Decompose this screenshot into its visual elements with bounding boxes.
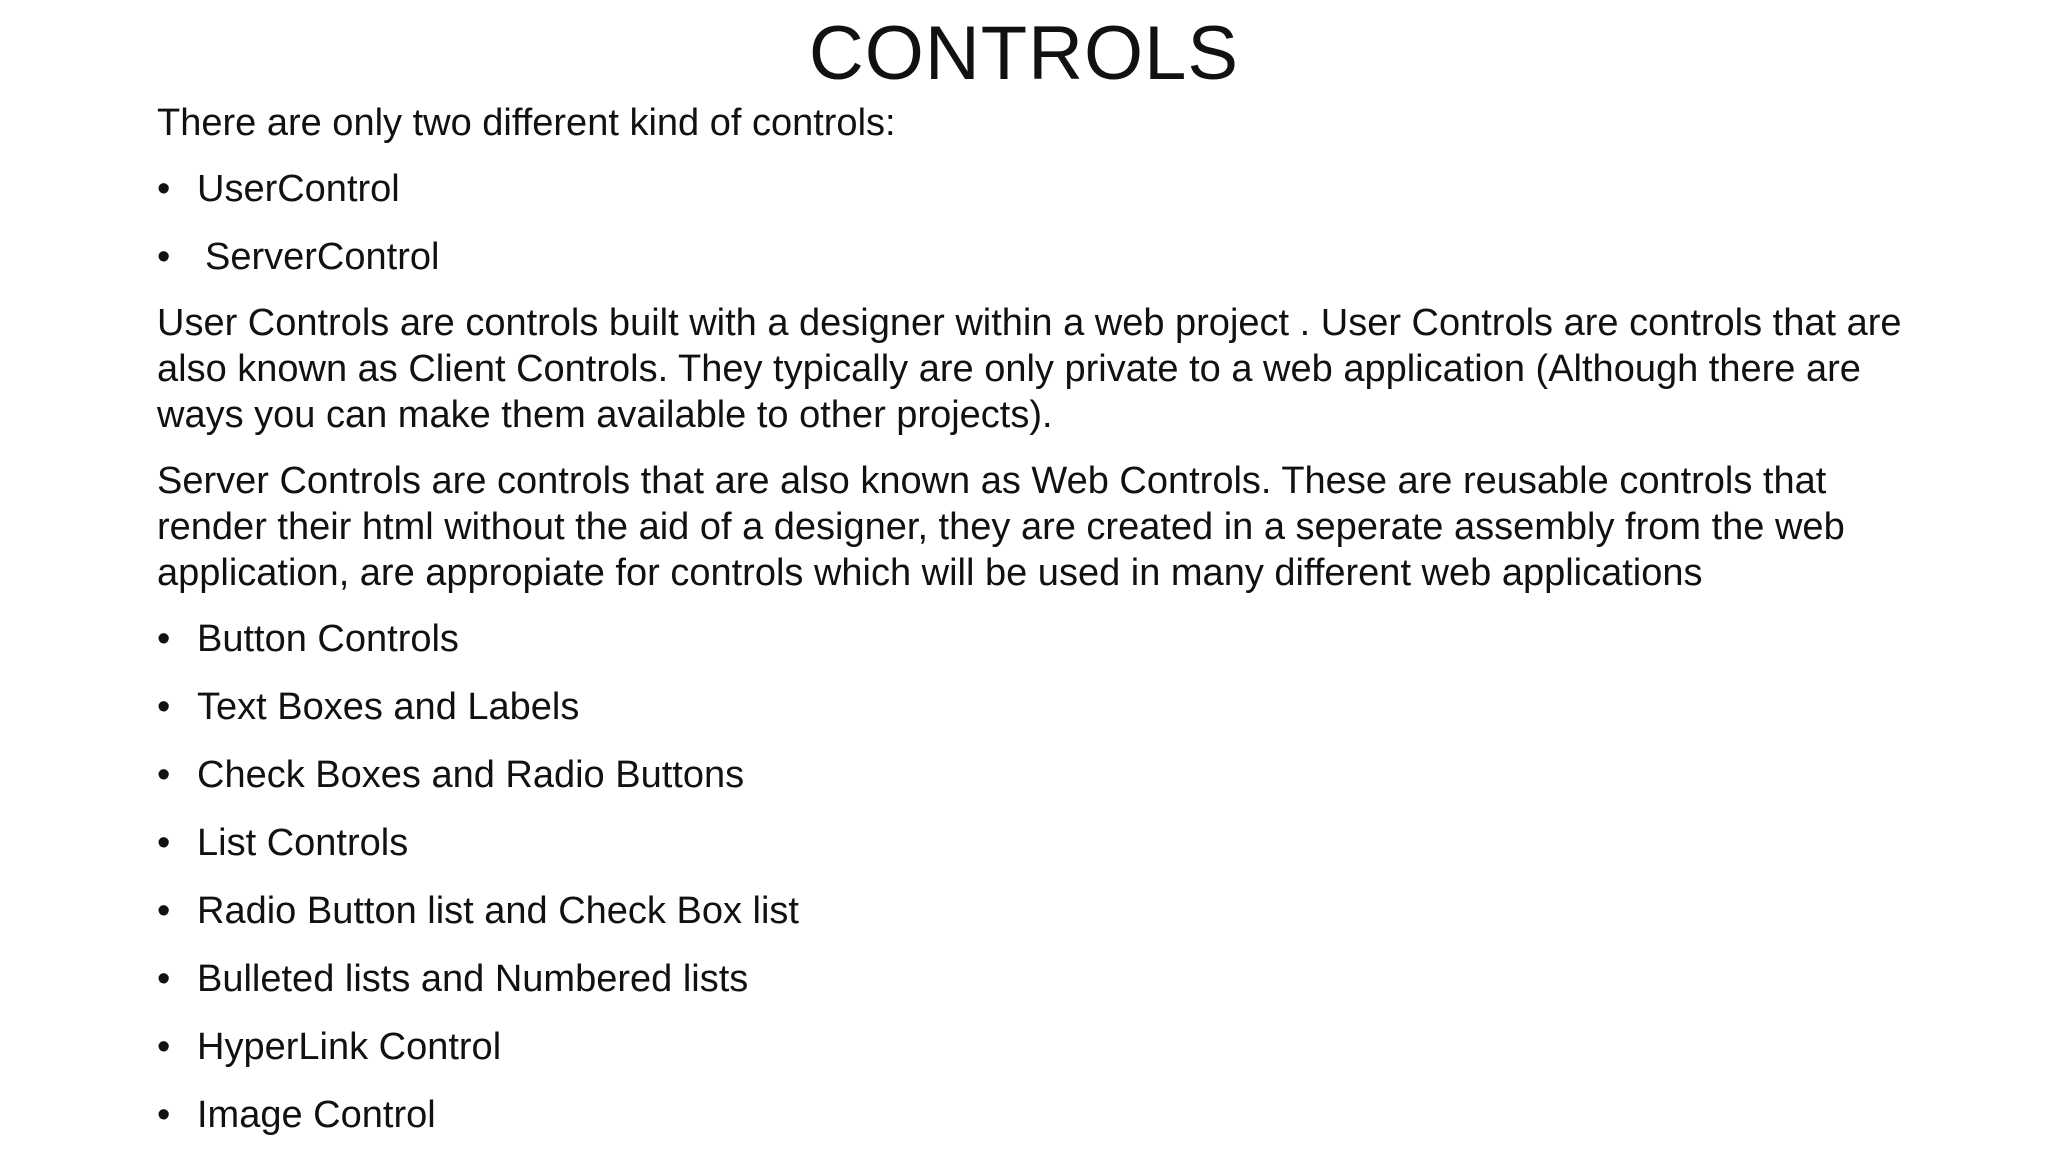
list-item-label: Check Boxes and Radio Buttons <box>197 754 745 796</box>
user-controls-paragraph: User Controls are controls built with a designer within a web project . User Controls are controls that are also known as Client Controls. They typically are only private to a web application (Although there are ways you can make them available to other projects). <box>157 302 1902 436</box>
intro-text: There are only two different kind of controls: <box>157 102 896 144</box>
list-item <box>157 1024 1937 1070</box>
bullet-icon: • <box>157 168 171 210</box>
list-item-label: Radio Button list and Check Box list <box>197 890 799 932</box>
list-item <box>157 166 1937 212</box>
list-item <box>157 234 1937 280</box>
list-item <box>157 888 1937 934</box>
bullet-icon: • <box>157 958 171 1000</box>
list-item-label: HyperLink Control <box>197 1026 502 1068</box>
bullet-icon: • <box>157 822 171 864</box>
list-item <box>157 616 1937 662</box>
list-item-label: Image Control <box>197 1094 436 1136</box>
control-types-list <box>157 616 1937 1138</box>
bullet-icon: • <box>157 1026 171 1068</box>
list-item <box>157 1092 1937 1138</box>
slide-body <box>157 100 1937 1160</box>
list-item <box>157 752 1937 798</box>
list-item-label: UserControl <box>197 168 400 210</box>
bullet-icon: • <box>157 686 171 728</box>
list-item <box>157 684 1937 730</box>
list-item-label: List Controls <box>197 822 409 864</box>
list-item-label: Bulleted lists and Numbered lists <box>197 958 749 1000</box>
bullet-icon: • <box>157 754 171 796</box>
list-item-label: ServerControl <box>205 236 440 278</box>
list-item <box>157 820 1937 866</box>
bullet-icon: • <box>157 236 171 278</box>
list-item-label: Text Boxes and Labels <box>197 686 580 728</box>
slide-title: CONTROLS <box>808 11 1240 96</box>
control-kinds-list <box>157 166 1937 280</box>
server-controls-paragraph: Server Controls are controls that are also known as Web Controls. These are reusable controls that render their html without the aid of a designer, they are created in a seperate assembly from the web application, are appropiate for controls which will be used in many different web applications <box>157 460 1845 594</box>
list-item <box>157 956 1937 1002</box>
bullet-icon: • <box>157 890 171 932</box>
bullet-icon: • <box>157 618 171 660</box>
list-item-label: Button Controls <box>197 618 459 660</box>
bullet-icon: • <box>157 1094 171 1136</box>
